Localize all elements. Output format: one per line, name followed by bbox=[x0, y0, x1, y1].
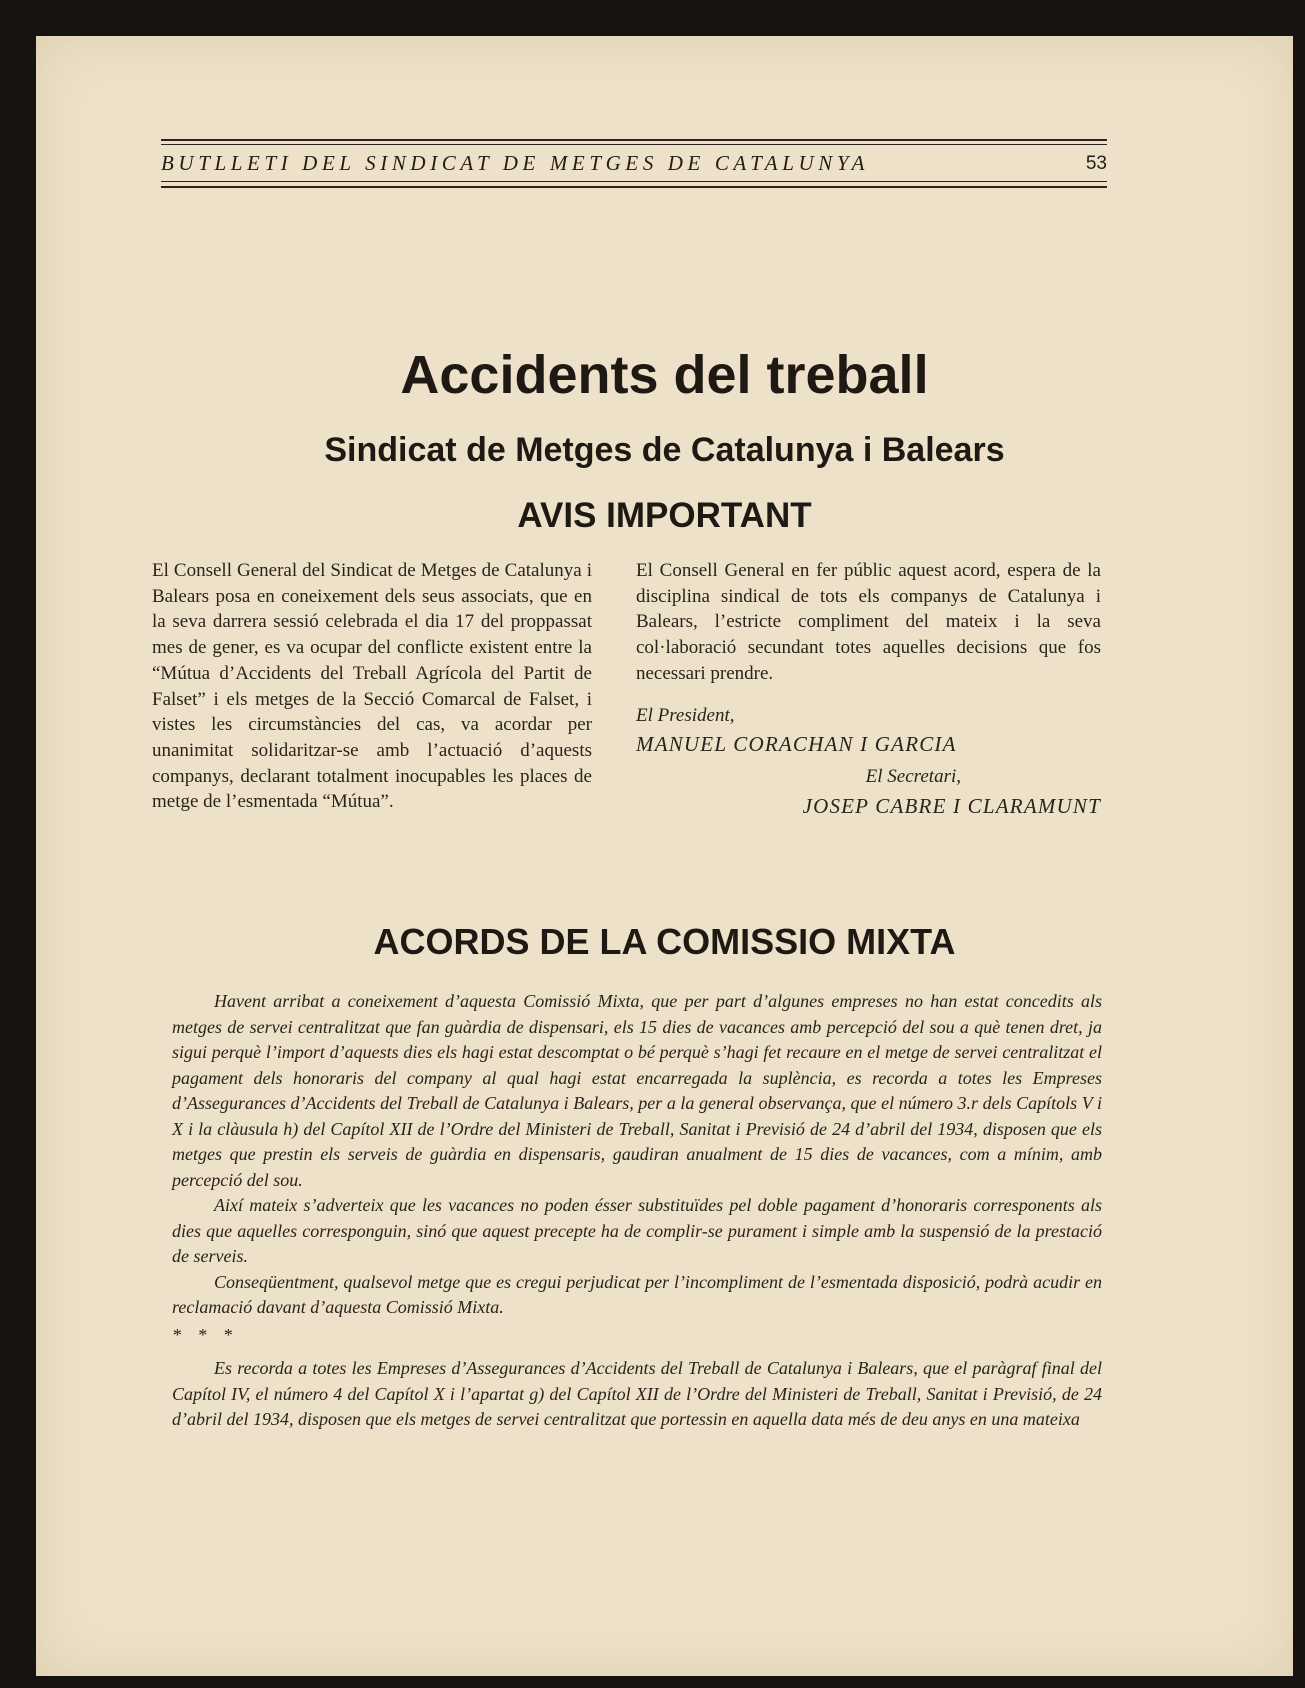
acords-heading: ACORDS DE LA COMISSIO MIXTA bbox=[373, 921, 956, 962]
header-rule bbox=[161, 181, 1107, 182]
president-name: MANUEL CORACHAN I GARCIA bbox=[636, 732, 957, 757]
header-rule bbox=[161, 139, 1107, 141]
notice-left-column: El Consell General del Sindicat de Metges de Catalunya i Balears posa en coneixement dels seus associats, que en la seva darrera sessió celebrada el dia 17 del proppassat mes de gener, es va ocupar del conflicte existent entre la “Mútua d’Accidents del Treball Agrícola del Partit de Falset” i els metges de la Secció Comarcal de Falset, i vistes les circumstàncies del cas, va acordar per unanimitat solidaritzar-se amb l’actuació d’aquests companys, declarant totalment inocupables les places de metge de l’esmentada “Mútua”. bbox=[152, 560, 592, 813]
page-number: 53 bbox=[1085, 153, 1107, 174]
acords-body bbox=[172, 989, 1102, 1433]
document-page bbox=[36, 36, 1293, 1676]
acords-paragraph: Conseqüentment, qualsevol metge que es cregui perjudicat per l’incompliment de l’esmentada disposició, podrà acudir en reclamació davant d’aquesta Comissió Mixta. bbox=[172, 1271, 1102, 1317]
header-rule bbox=[161, 144, 1107, 145]
secretary-role: El Secretari, bbox=[865, 765, 961, 787]
acords-paragraph: Així mateix s’adverteix que les vacances no poden ésser substituïdes pel doble pagament d’honoraris corresponents als dies que aquelles corresponguin, sinó que aquest precepte ha de complir-se purament i simple amb la suspensió de la prestació de serveis. bbox=[172, 1195, 1102, 1266]
section-separator: * * * bbox=[172, 1324, 238, 1345]
article-subtitle: Sindicat de Metges de Catalunya i Balears bbox=[324, 431, 1005, 469]
acords-paragraph: Es recorda a totes les Empreses d’Assegurances d’Accidents del Treball de Catalunya i Balears, que el paràgraf final del Capítol IV, el número 4 del Capítol X i l’apartat g) del Capítol XII de l’Ordre del Ministeri de Treball, Sanitat i Previsió, de 24 d’abril del 1934, disposen que els metges de servei centralitzat que portessin en aquella data més de deu anys en una mateixa bbox=[172, 1358, 1102, 1429]
president-role: El President, bbox=[636, 704, 735, 726]
header-rule bbox=[161, 186, 1107, 188]
notice-right-column bbox=[636, 558, 1101, 819]
notice-right-text: El Consell General en fer públic aquest acord, espera de la disciplina sindical de tots els companys de Catalunya i Balears, l’estricte compliment del mateix i la seva col·laboració secundant totes aquelles decisions que fos necessari prendre. bbox=[636, 560, 1101, 684]
running-header bbox=[161, 139, 1107, 199]
acords-paragraph: Havent arribat a coneixement d’aquesta Comissió Mixta, que per part d’algunes empreses no han estat concedits als metges de servei centralitzat que fan guàrdia de dispensari, els 15 dies de vacances amb percepció del sou a què tenen dret, ja sigui perquè l’import d’aquests dies els hagi estat descomptat o bé perquè s’hagi fet recaure en el metge de servei centralitzat el pagament dels honoraris del company al qual hagi estat encarregada la suplència, es recorda a totes les Empreses d’Assegurances d’Accidents del Treball de Catalunya i Balears, per a la general observança, que el número 3.r dels Capítols V i X i la clàusula h) del Capítol XII de l’Ordre del Ministeri de Treball, Sanitat i Previsió de 24 d’abril del 1934, disposen que els metges que prestin els serveis de guàrdia en dispensaris, gaudiran anualment de 15 dies de vacances, com a mínim, amb percepció del sou. bbox=[172, 991, 1102, 1190]
running-title: BUTLLETI DEL SINDICAT DE METGES DE CATALUNYA bbox=[161, 151, 870, 175]
notice-heading: AVIS IMPORTANT bbox=[517, 496, 812, 535]
article-title: Accidents del treball bbox=[400, 345, 929, 405]
secretary-name: JOSEP CABRE I CLARAMUNT bbox=[802, 793, 1101, 818]
